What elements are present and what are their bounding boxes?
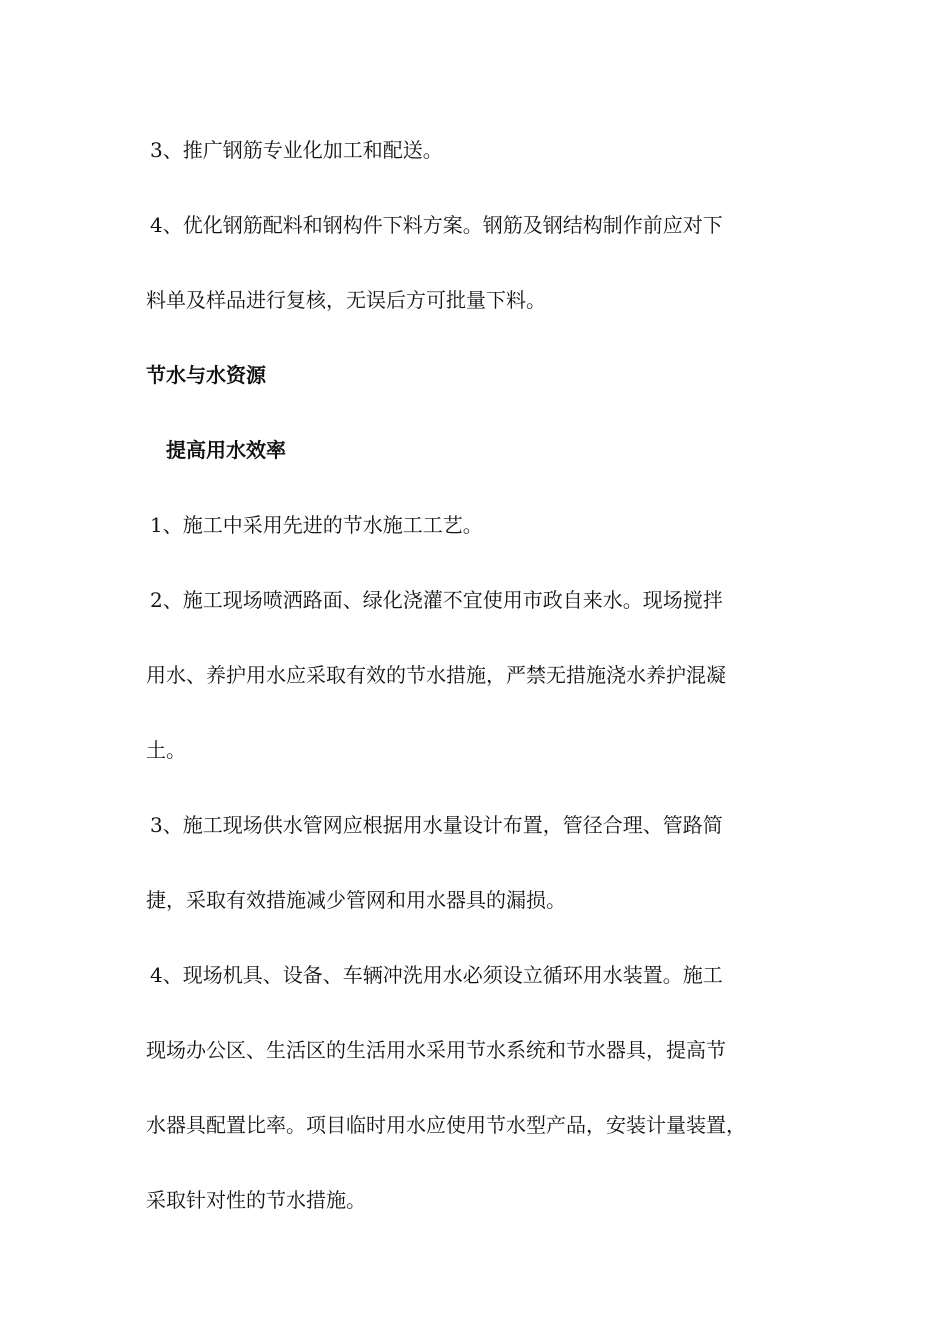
paragraph-item-4-water-recycling-line-2: 现场办公区、生活区的生活用水采用节水系统和节水器具，提高节 — [146, 1038, 726, 1062]
paragraph-item-2-line-1: 2、施工现场喷洒路面、绿化浇灌不宜使用市政自来水。现场搅拌 — [150, 588, 723, 612]
paragraph-item-2-line-2: 用水、养护用水应采取有效的节水措施，严禁无措施浇水养护混凝 — [146, 663, 726, 687]
paragraph-item-4-water-recycling-line-3: 水器具配置比率。项目临时用水应使用节水型产品，安装计量装置， — [146, 1113, 746, 1137]
section-heading-water-resources: 节水与水资源 — [146, 363, 266, 387]
paragraph-item-2-line-3: 土。 — [146, 738, 186, 762]
paragraph-item-4-line-2: 料单及样品进行复核，无误后方可批量下料。 — [146, 288, 546, 312]
subsection-heading-water-efficiency: 提高用水效率 — [166, 438, 286, 462]
paragraph-item-4-line-1: 4、优化钢筋配料和钢构件下料方案。钢筋及钢结构制作前应对下 — [150, 213, 723, 237]
paragraph-item-4-water-recycling-line-1: 4、现场机具、设备、车辆冲洗用水必须设立循环用水装置。施工 — [150, 963, 723, 987]
paragraph-item-3-steel-processing: 3、推广钢筋专业化加工和配送。 — [150, 138, 443, 162]
paragraph-item-4-water-recycling-line-4: 采取针对性的节水措施。 — [146, 1188, 366, 1212]
paragraph-item-3-line-2: 捷，采取有效措施减少管网和用水器具的漏损。 — [146, 888, 566, 912]
paragraph-item-1-water-saving-process: 1、施工中采用先进的节水施工工艺。 — [150, 513, 483, 537]
paragraph-item-3-line-1: 3、施工现场供水管网应根据用水量设计布置，管径合理、管路简 — [150, 813, 723, 837]
